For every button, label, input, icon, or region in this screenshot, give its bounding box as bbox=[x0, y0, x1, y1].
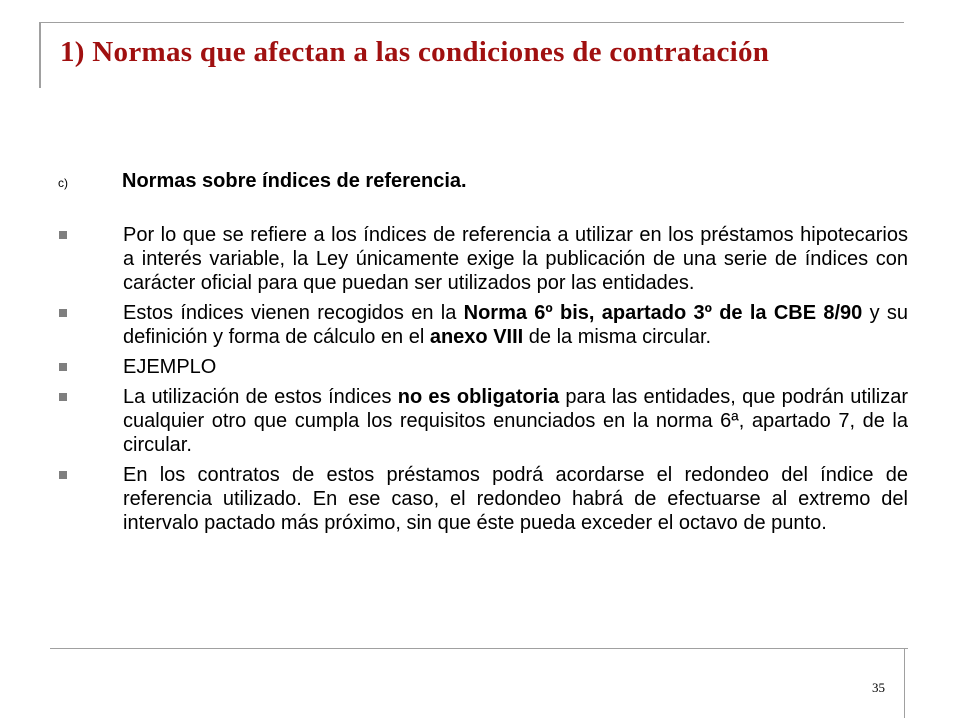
list-item bbox=[58, 385, 908, 457]
list-item bbox=[58, 463, 908, 535]
list-item bbox=[58, 301, 908, 349]
bullet-text bbox=[123, 463, 908, 535]
left-accent-rule bbox=[39, 22, 41, 88]
bottom-divider bbox=[50, 648, 908, 649]
text-run: para las entidades, que podrán utilizar cualquier otro que cumpla los requisitos enunciados en la norma 6ª, apartado 7, de la circular. bbox=[123, 386, 909, 456]
list-item bbox=[58, 355, 908, 379]
section-heading bbox=[58, 170, 908, 193]
text-run: Estos índices vienen recogidos en la bbox=[123, 302, 464, 324]
bold-text-run: no es obligatoria bbox=[397, 386, 560, 408]
bullet-text bbox=[123, 301, 908, 349]
footer-vertical-rule bbox=[904, 648, 905, 718]
text-run: de la misma circular. bbox=[523, 326, 712, 348]
square-bullet-icon bbox=[59, 309, 67, 317]
slide-content bbox=[58, 170, 908, 541]
square-bullet-icon bbox=[59, 363, 67, 371]
text-run: y su definición y forma de cálculo en el bbox=[123, 302, 908, 348]
square-bullet-icon bbox=[59, 231, 67, 239]
bold-text-run: Norma 6º bis, apartado 3º de la CBE 8/90 bbox=[463, 302, 863, 324]
slide-title: 1) Normas que afectan a las condiciones de contratación bbox=[60, 36, 770, 68]
top-divider bbox=[40, 22, 904, 23]
bullet-text bbox=[123, 385, 908, 457]
text-run: La utilización de estos índices bbox=[123, 386, 398, 408]
section-heading-text: Normas sobre índices de referencia. bbox=[122, 170, 467, 192]
bullet-list bbox=[58, 223, 908, 535]
list-item bbox=[58, 223, 908, 295]
page-number: 35 bbox=[872, 680, 885, 695]
text-run: Por lo que se refiere a los índices de referencia a utilizar en los préstamos hipotecarios a interés variable, la Ley únicamente exige la publicación de una serie de índices con carácter oficial para que puedan ser utilizados por las entidades. bbox=[123, 224, 908, 294]
bold-text-run: anexo VIII bbox=[429, 326, 524, 348]
bullet-text bbox=[123, 223, 908, 295]
bullet-text bbox=[123, 355, 908, 379]
section-marker: c) bbox=[58, 176, 68, 190]
square-bullet-icon bbox=[59, 393, 67, 401]
text-run: EJEMPLO bbox=[123, 356, 217, 378]
text-run: En los contratos de estos préstamos podrá acordarse el redondeo del índice de referencia utilizado. En ese caso, el redondeo habrá de efectuarse al extremo del intervalo pactado más próximo, sin que éste pueda exceder el octavo de punto. bbox=[123, 464, 908, 534]
square-bullet-icon bbox=[59, 471, 67, 479]
